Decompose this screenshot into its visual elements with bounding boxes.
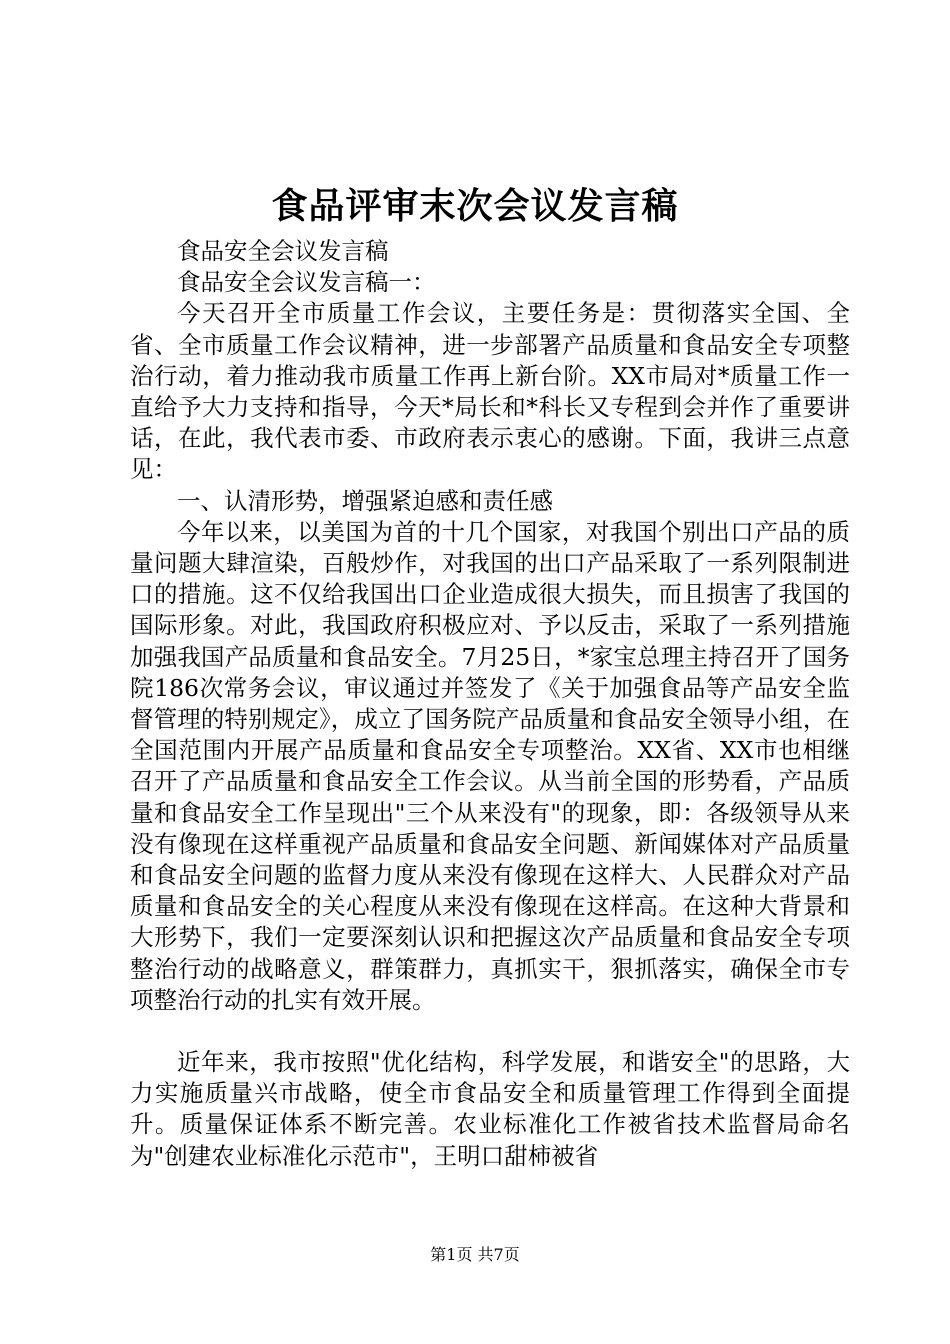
page-footer: 第1页 共7页 (430, 1245, 520, 1264)
paragraph-recent-years: 近年来，我市按照"优化结构，科学发展，和谐安全"的思路，大力实施质量兴市战略，使全市食品安全和质量管理工作得到全面提升。质量保证体系不断完善。农业标准化工作被省技术监督局命名为"创建农业标准化示范市"，王明口甜柿被省 (130, 1048, 850, 1170)
document-title: 食品评审末次会议发言稿 (271, 185, 679, 227)
section-heading: 一、认清形势，增强紧迫感和责任感 (177, 486, 553, 515)
paragraph-situation: 今年以来，以美国为首的十几个国家，对我国个别出口产品的质量问题大肆渲染，百般炒作，对我国的出口产品采取了一系列限制进口的措施。这不仅给我国出口企业造成很大损失，而且损害了我国的国际形象。对此，我国政府积极应对、予以反击，采取了一系列措施加强我国产品质量和食品安全。7月25日，*家宝总理主持召开了国务院186次常务会议，审议通过并签发了《关于加强食品等产品安全监督管理的特别规定》，成立了国务院产品质量和食品安全领导小组，在全国范围内开展产品质量和食品安全专项整治。XX省、XX市也相继召开了产品质量和食品安全工作会议。从当前全国的形势看，产品质量和食品安全工作呈现出"三个从来没有"的现象，即：各级领导从来没有像现在这样重视产品质量和食品安全问题、新闻媒体对产品质量和食品安全问题的监督力度从来没有像现在这样大、人民群众对产品质量和食品安全的关心程度从来没有像现在这样高。在这种大背景和大形势下，我们一定要深刻认识和把握这次产品质量和食品安全专项整治行动的战略意义，群策群力，真抓实干，狠抓落实，确保全市专项整治行动的扎实有效开展。 (130, 517, 850, 1014)
paragraph-intro: 今天召开全市质量工作会议，主要任务是：贯彻落实全国、全省、全市质量工作会议精神，进一步部署产品质量和食品安全专项整治行动，着力推动我市质量工作再上新台阶。XX市局对*质量工作一直给予大力支持和指导，今天*局长和*科长又专程到会并作了重要讲话，在此，我代表市委、市政府表示衷心的感谢。下面，我讲三点意见： (130, 299, 850, 484)
paragraph-subheading: 食品安全会议发言稿一： (177, 268, 436, 297)
paragraph-heading: 食品安全会议发言稿 (177, 237, 389, 265)
paragraph-gap (130, 1016, 850, 1047)
document-body (130, 236, 850, 1172)
